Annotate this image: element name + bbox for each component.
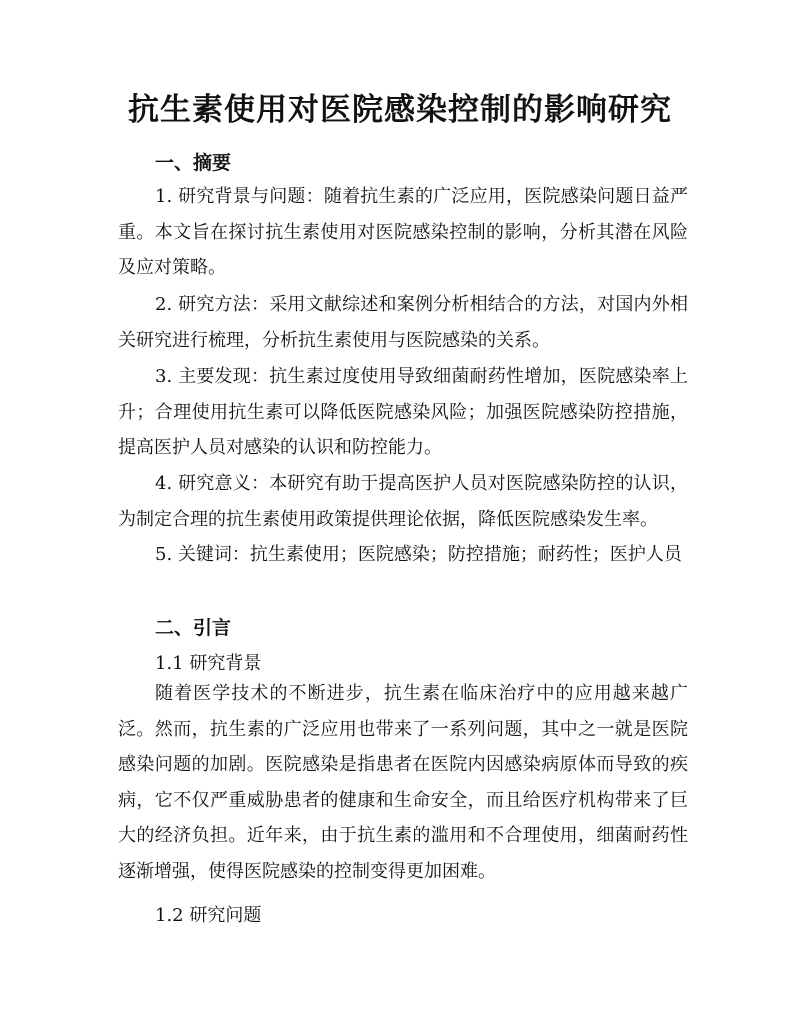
abstract-item-4: 4. 研究意义：本研究有助于提高医护人员对医院感染防控的认识，为制定合理的抗生素使用政策提供理论依据，降低医院感染发生率。 [118, 473, 688, 530]
abstract-item-2: 2. 研究方法：采用文献综述和案例分析相结合的方法，对国内外相关研究进行梳理，分析抗生素使用与医院感染的关系。 [118, 294, 688, 351]
abstract-item-5: 5. 关键词：抗生素使用；医院感染；防控措施；耐药性；医护人员 [155, 544, 682, 565]
document-title: 抗生素使用对医院感染控制的影响研究 [128, 92, 672, 128]
background-paragraph: 随着医学技术的不断进步，抗生素在临床治疗中的应用越来越广泛。然而，抗生素的广泛应用也带来了一系列问题，其中之一就是医院感染问题的加剧。医院感染是指患者在医院内因感染病原体而导致的疾病，它不仅严重威胁患者的健康和生命安全，而且给医疗机构带来了巨大的经济负担。近年来，由于抗生素的滥用和不合理使用，细菌耐药性逐渐增强，使得医院感染的控制变得更加困难。 [118, 683, 688, 882]
abstract-item-1: 1. 研究背景与问题：随着抗生素的广泛应用，医院感染问题日益严重。本文旨在探讨抗生素使用对医院感染控制的影响，分析其潜在风险及应对策略。 [118, 186, 688, 278]
subsection-heading-background: 1.1 研究背景 [155, 653, 262, 674]
section-heading-abstract: 一、摘要 [155, 152, 232, 174]
section-heading-introduction: 二、引言 [155, 617, 232, 639]
subsection-heading-research-question: 1.2 研究问题 [155, 905, 262, 926]
abstract-item-3: 3. 主要发现：抗生素过度使用导致细菌耐药性增加，医院感染率上升；合理使用抗生素可以降低医院感染风险；加强医院感染防控措施，提高医护人员对感染的认识和防控能力。 [118, 366, 688, 458]
